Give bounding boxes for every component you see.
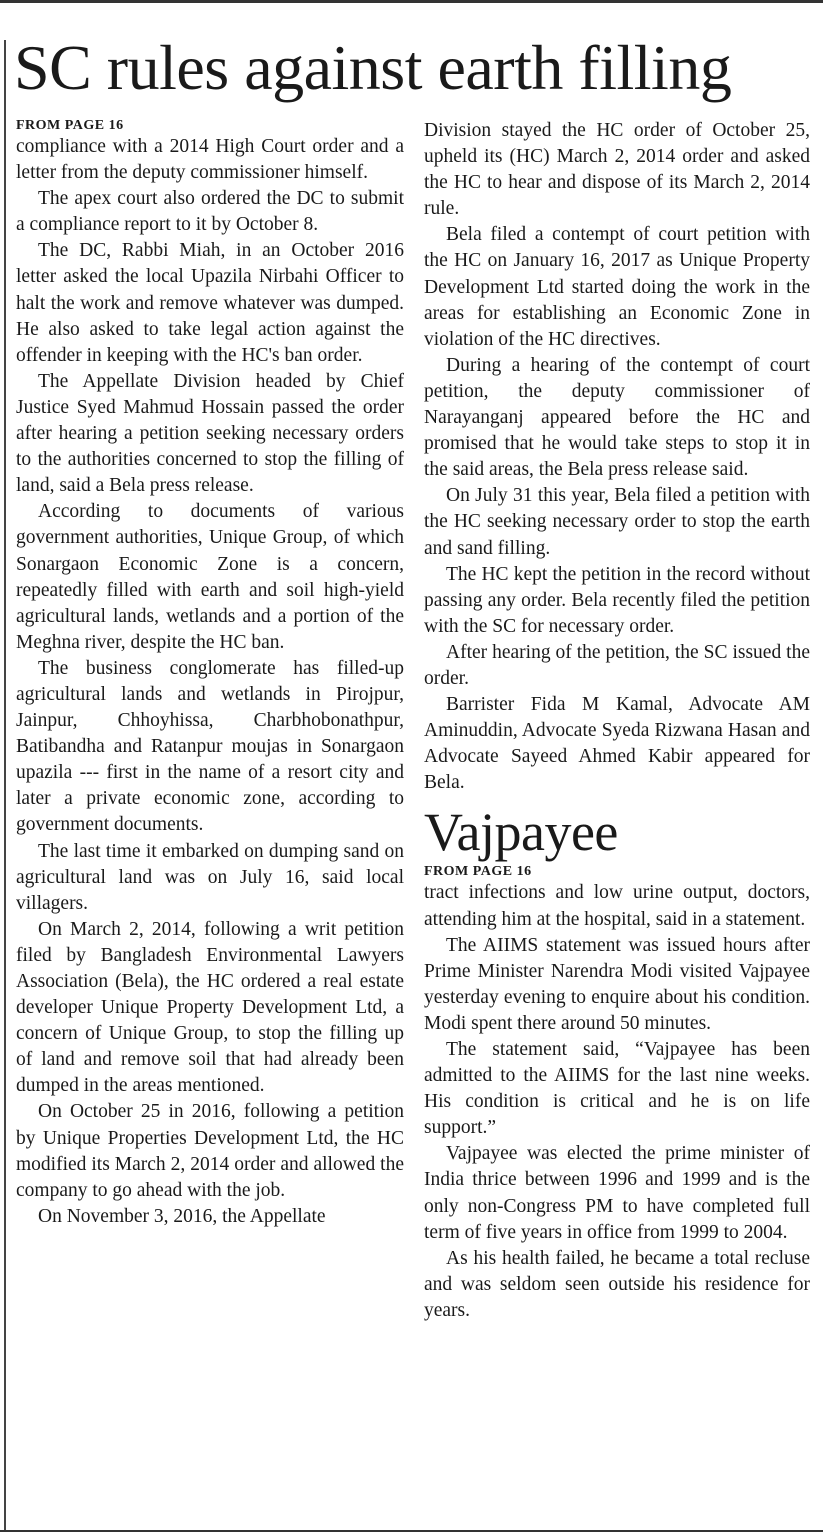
paragraph: On October 25 in 2016, following a petition by Unique Properties Development Ltd, the HC modified its March 2, 2014 order and allowed the company to go ahead with the job. [16,1101,404,1201]
paragraph: On March 2, 2014, following a writ petition filed by Bangladesh Environmental Lawyers Association (Bela), the HC ordered a real estate developer Unique Property Development Ltd, a concern of Unique Group, to stop the filling up of land and remove soil that had already been dumped in the areas mentioned. [16,918,404,1097]
left-rule [4,40,6,1530]
paragraph: Bela filed a contempt of court petition with the HC on January 16, 2017 as Unique Property Development Ltd started doing the work in the areas for establishing an Economic Zone in violation of the HC directives. [424,224,810,350]
paragraph: Barrister Fida M Kamal, Advocate AM Aminuddin, Advocate Syeda Rizwana Hasan and Advocate Sayeed Ahmed Kabir appeared for Bela. [424,694,810,794]
paragraph: The AIIMS statement was issued hours after Prime Minister Narendra Modi visited Vajpayee yesterday evening to enquire about his condition. Modi spent there around 50 minutes. [424,934,810,1034]
left-column [16,118,404,1230]
from-page-label: FROM PAGE 16 [16,118,124,133]
from-page-label: FROM PAGE 16 [424,864,532,880]
paragraph: On July 31 this year, Bela filed a petition with the HC seeking necessary order to stop the earth and sand filling. [424,485,810,559]
paragraph: After hearing of the petition, the SC issued the order. [424,641,810,689]
paragraph: Vajpayee was elected the prime minister of India thrice between 1996 and 1999 and is the only non-Congress PM to have completed full term of five years in office from 1999 to 2004. [424,1143,810,1243]
paragraph: The apex court also ordered the DC to submit a compliance report to it by October 8. [16,188,404,236]
paragraph: The Appellate Division headed by Chief Justice Syed Mahmud Hossain passed the order after hearing a petition seeking necessary orders to the authorities concerned to stop the filling of land, said a Bela press release. [16,370,404,497]
paragraph: The DC, Rabbi Miah, in an October 2016 letter asked the local Upazila Nirbahi Officer to halt the work and remove whatever was dumped. He also asked to take legal action against the offender in keeping with the HC's ban order. [16,240,404,366]
paragraph: On November 3, 2016, the Appellate [38,1205,326,1227]
paragraph: tract infections and low urine output, doctors, attending him at the hospital, said in a statement. [424,882,810,930]
right-column [424,118,810,1324]
paragraph: As his health failed, he became a total recluse and was seldom seen outside his residence for years. [424,1247,810,1321]
paragraph: The HC kept the petition in the record without passing any order. Bela recently filed the petition with the SC for necessary order. [424,563,810,637]
paragraph: During a hearing of the contempt of court petition, the deputy commissioner of Narayanganj appeared before the HC and promised that he would take steps to stop it in the said areas, the Bela press release said. [424,354,810,481]
paragraph: The last time it embarked on dumping sand on agricultural land was on July 16, said local villagers. [16,840,404,914]
paragraph: compliance with a 2014 High Court order and a letter from the deputy commissioner himself. [16,136,404,184]
paragraph: The business conglomerate has filled-up agricultural lands and wetlands in Pirojpur, Jainpur, Chhoyhissa, Charbhobonathpur, Batibandha and Ratanpur moujas in Sonargaon upazila --- first in the name of a resort city and later a private economic zone, according to government documents. [16,657,404,836]
paragraph: According to documents of various government authorities, Unique Group, of which Sonargaon Economic Zone is a concern, repeatedly filled with earth and soil high-yield agricultural lands, wetlands and a portion of the Meghna river, despite the HC ban. [16,501,404,653]
bottom-rule [0,1530,823,1532]
paragraph: Division stayed the HC order of October 25, upheld its (HC) March 2, 2014 order and asked the HC to hear and dispose of its March 2, 2014 rule. [424,120,810,220]
paragraph: The statement said, “Vajpayee has been admitted to the AIIMS for the last nine weeks. His condition is critical and he is on life support.” [424,1039,810,1139]
top-rule [0,0,823,3]
article-headline: SC rules against earth filling [14,32,732,103]
vajpayee-headline: Vajpayee [424,802,618,863]
